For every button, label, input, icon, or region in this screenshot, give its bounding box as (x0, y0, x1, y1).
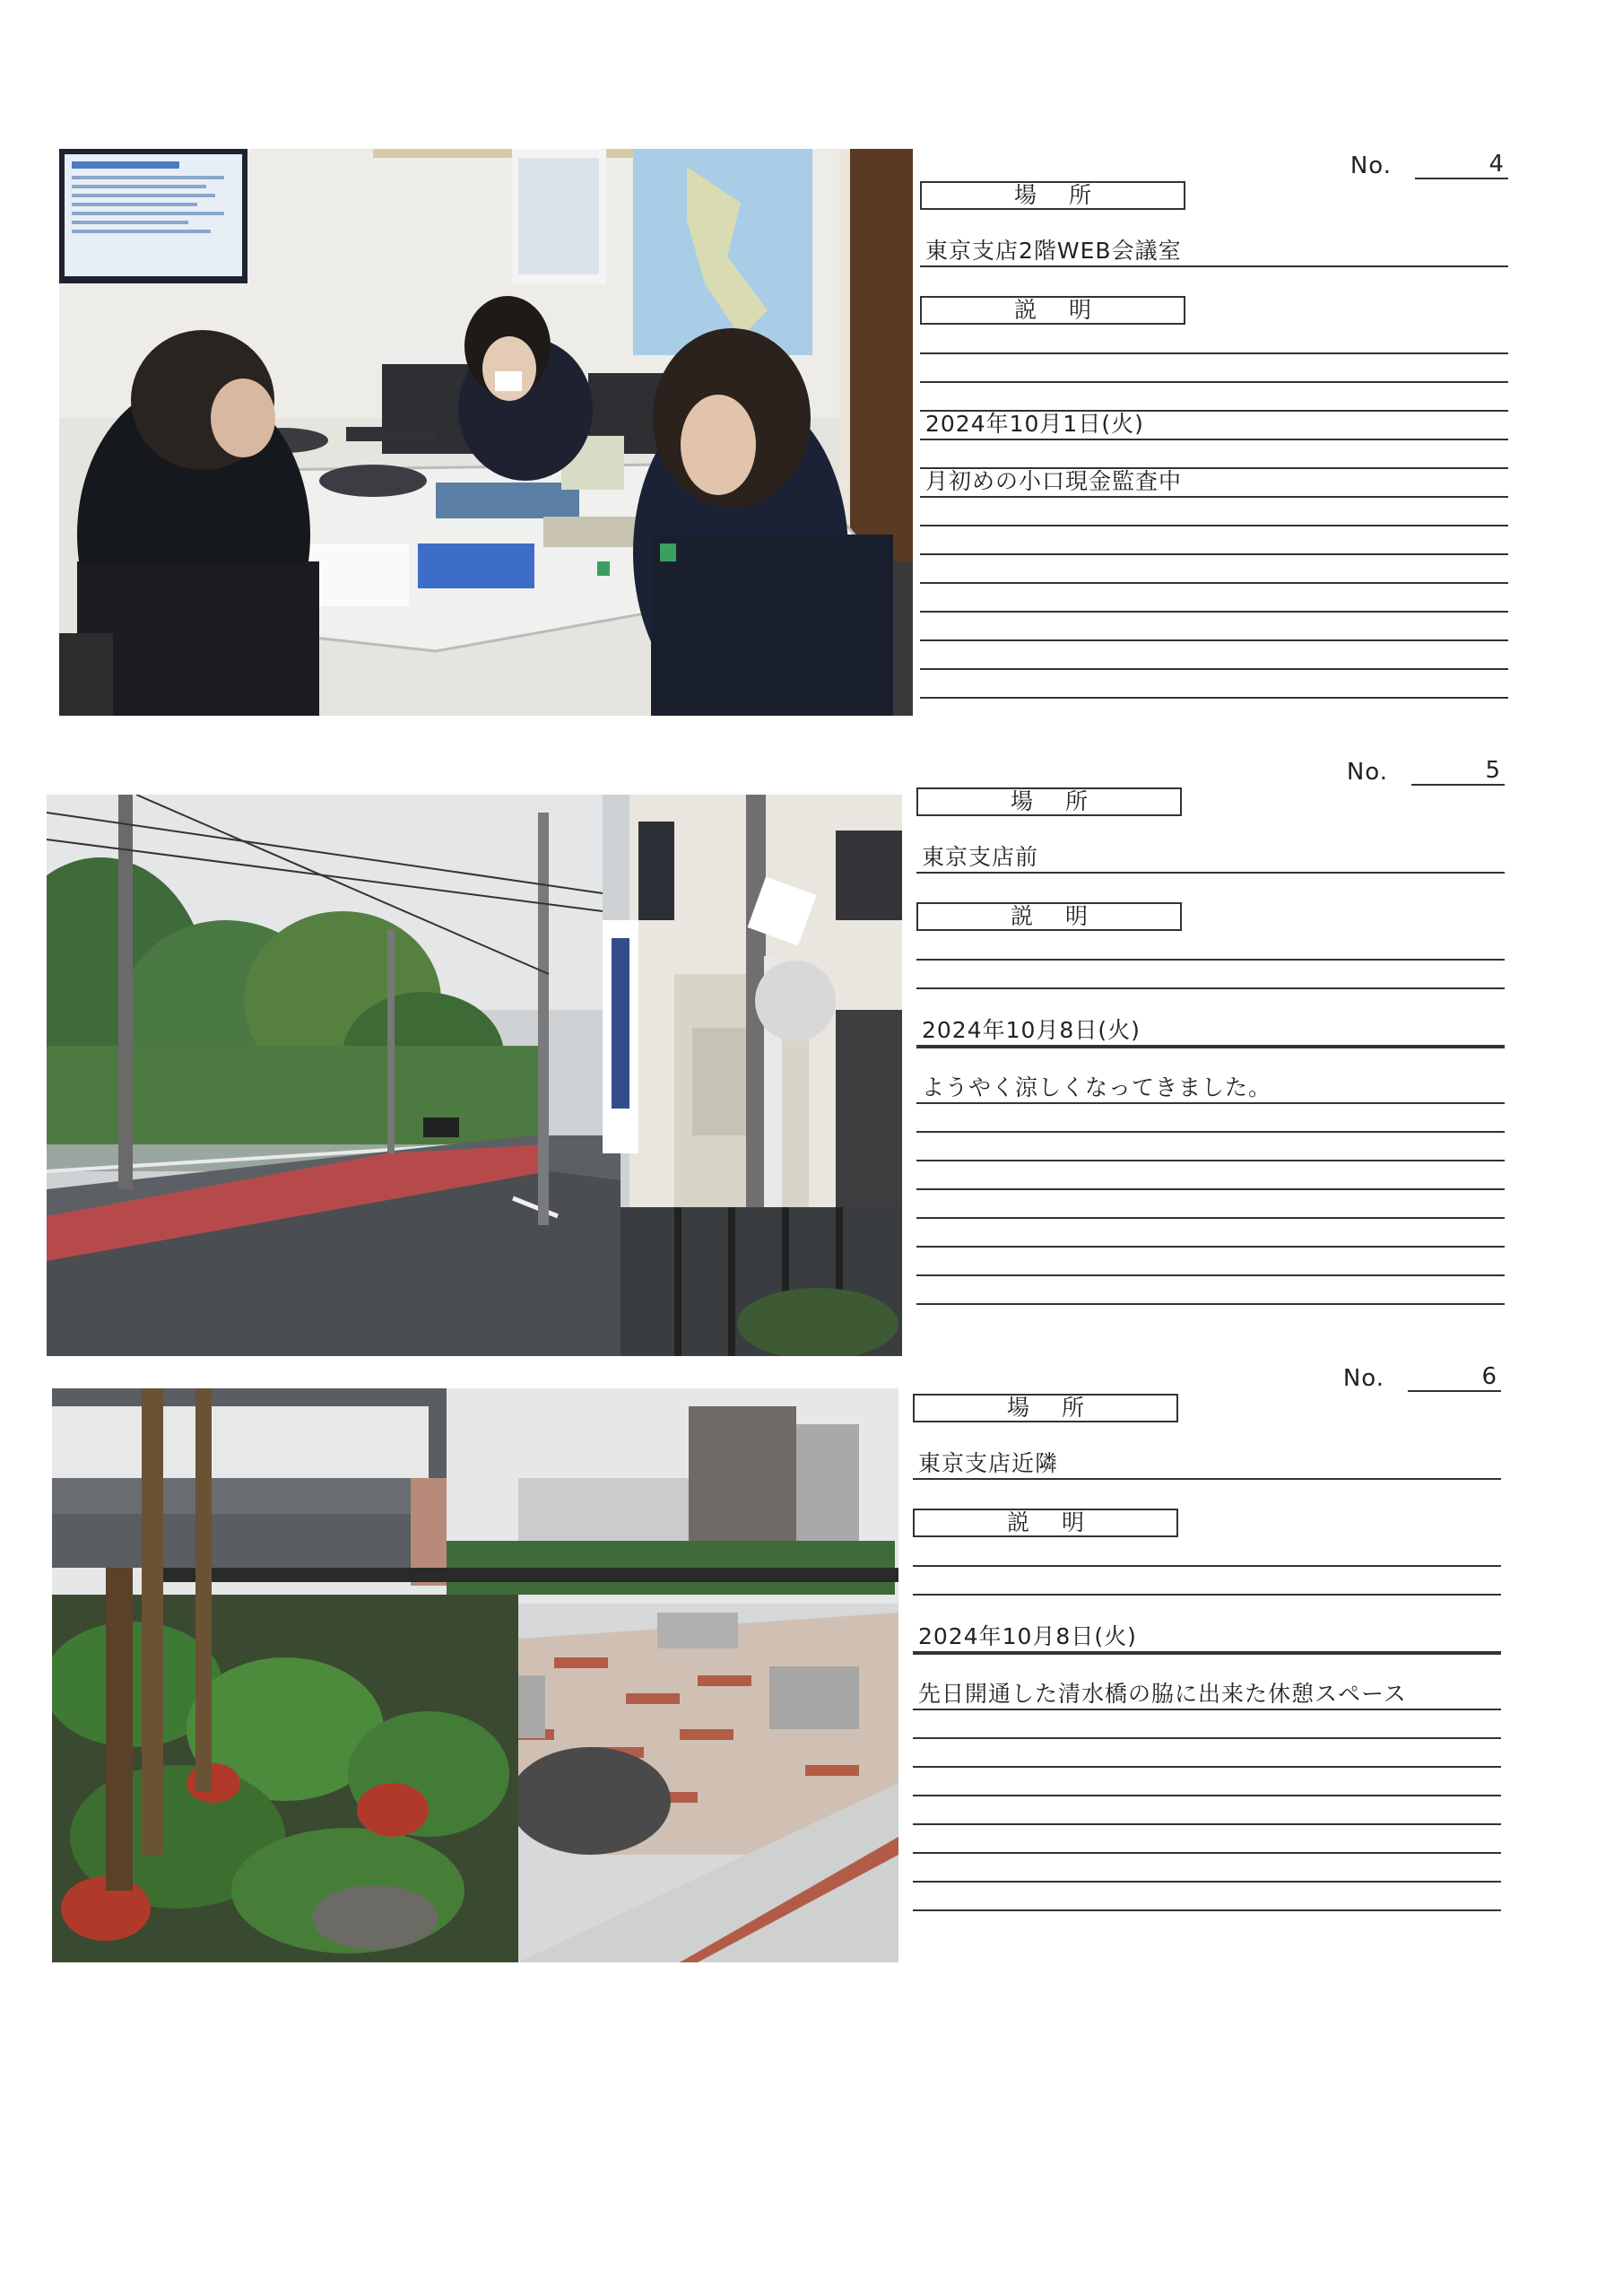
blank-line (916, 1131, 1505, 1133)
entry-number (1347, 755, 1505, 786)
description-label-box: 説明 (920, 296, 1185, 325)
blank-line (916, 1274, 1505, 1276)
entry-panel-6 (909, 1361, 1501, 1921)
blank-line (916, 1217, 1505, 1219)
blank-line (916, 1160, 1505, 1161)
blank-line (913, 1766, 1501, 1768)
entry-number (1343, 1361, 1501, 1392)
photo-rest-space (52, 1388, 898, 1962)
date-line: 2024年10月8日(火) (913, 1622, 1501, 1653)
blank-line (920, 639, 1508, 641)
place-label-box: 場所 (913, 1394, 1178, 1422)
number-value: 6 (1408, 1363, 1501, 1392)
number-value: 4 (1415, 151, 1508, 179)
date-line: 2024年10月8日(火) (916, 1016, 1505, 1047)
blank-line (920, 553, 1508, 555)
number-value: 5 (1411, 757, 1505, 786)
place-label-box: 場所 (920, 181, 1185, 210)
blank-line (920, 352, 1508, 354)
blank-line (920, 611, 1508, 613)
blank-line (916, 1188, 1505, 1190)
place-value: 東京支店前 (916, 843, 1505, 874)
blank-line (913, 1565, 1501, 1567)
entry-panel-4 (916, 149, 1508, 709)
blank-line (913, 1737, 1501, 1739)
blank-line (920, 697, 1508, 699)
number-label: No. (1346, 759, 1388, 786)
place-value: 東京支店近隣 (913, 1449, 1501, 1480)
blank-line (920, 381, 1508, 383)
blank-line (916, 1047, 1505, 1048)
blank-line (916, 987, 1505, 989)
entry-panel-5 (913, 755, 1505, 1315)
photo-branch-street (47, 795, 902, 1356)
entry-number (1350, 149, 1508, 179)
blank-line (920, 582, 1508, 584)
caption-line: 月初めの小口現金監査中 (920, 467, 1508, 498)
blank-line (913, 1909, 1501, 1911)
number-label: No. (1342, 1365, 1384, 1392)
description-label-box: 説明 (916, 902, 1182, 931)
blank-line (916, 1246, 1505, 1248)
blank-line (913, 1881, 1501, 1883)
blank-line (913, 1653, 1501, 1655)
blank-line (920, 668, 1508, 670)
number-label: No. (1350, 152, 1392, 179)
place-value: 東京支店2階WEB会議室 (920, 237, 1508, 267)
blank-line (916, 1303, 1505, 1305)
photo-meeting-room (59, 149, 913, 716)
caption-line: 先日開通した清水橋の脇に出来た休憩スペース (913, 1680, 1501, 1710)
place-label-box: 場所 (916, 787, 1182, 816)
blank-line (913, 1594, 1501, 1596)
blank-line (913, 1823, 1501, 1825)
blank-line (913, 1795, 1501, 1796)
blank-line (913, 1852, 1501, 1854)
description-label-box: 説明 (913, 1509, 1178, 1537)
caption-line: ようやく涼しくなってきました。 (916, 1074, 1505, 1104)
date-line: 2024年10月1日(火) (920, 410, 1508, 440)
blank-line (916, 959, 1505, 961)
blank-line (920, 525, 1508, 526)
